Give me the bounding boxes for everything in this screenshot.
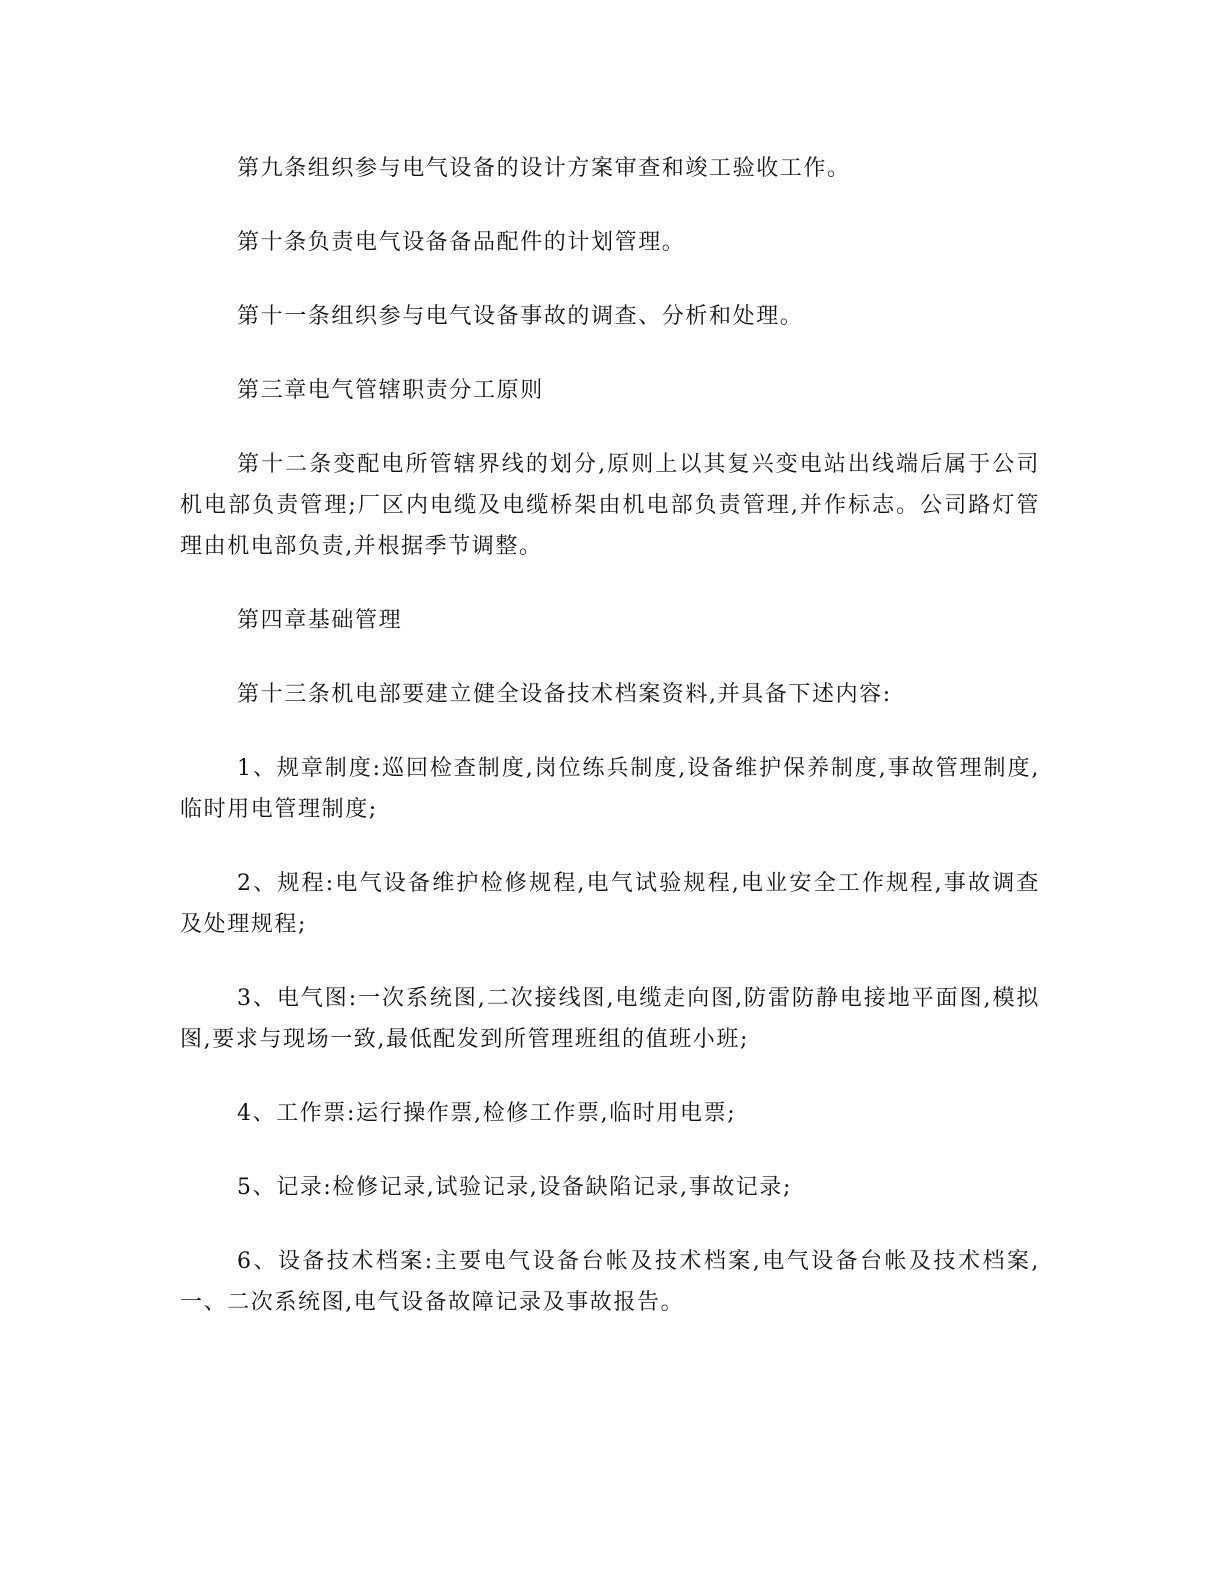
list-item-6: 6、设备技术档案:主要电气设备台帐及技术档案,电气设备台帐及技术档案,一、二次系统图,电气设备故障记录及事故报告。	[180, 1249, 1040, 1315]
list-item-4: 4、工作票:运行操作票,检修工作票,临时用电票;	[237, 1101, 737, 1126]
chapter-4-heading: 第四章基础管理	[237, 608, 403, 633]
article-13: 第十三条机电部要建立健全设备技术档案资料,并具备下述内容:	[237, 682, 892, 707]
list-item-2: 2、规程:电气设备维护检修规程,电气试验规程,电业安全工作规程,事故调查及处理规程;	[180, 871, 1040, 937]
article-9: 第九条组织参与电气设备的设计方案审查和竣工验收工作。	[237, 156, 851, 181]
document-body	[180, 148, 1040, 1356]
article-12: 第十二条变配电所管辖界线的划分,原则上以其复兴变电站出线端后属于公司机电部负责管理;厂区内电缆及电缆桥架由机电部负责管理,并作标志。公司路灯管理由机电部负责,并根据季节调整。	[180, 452, 1040, 559]
list-item-5: 5、记录:检修记录,试验记录,设备缺陷记录,事故记录;	[237, 1175, 793, 1200]
chapter-3-heading: 第三章电气管辖职责分工原则	[237, 378, 544, 403]
article-10: 第十条负责电气设备备品配件的计划管理。	[237, 230, 686, 255]
list-item-3: 3、电气图:一次系统图,二次接线图,电缆走向图,防雷防静电接地平面图,模拟图,要求与现场一致,最低配发到所管理班组的值班小班;	[180, 986, 1040, 1052]
article-11: 第十一条组织参与电气设备事故的调查、分析和处理。	[237, 304, 804, 329]
list-item-1: 1、规章制度:巡回检查制度,岗位练兵制度,设备维护保养制度,事故管理制度,临时用电管理制度;	[180, 756, 1040, 822]
